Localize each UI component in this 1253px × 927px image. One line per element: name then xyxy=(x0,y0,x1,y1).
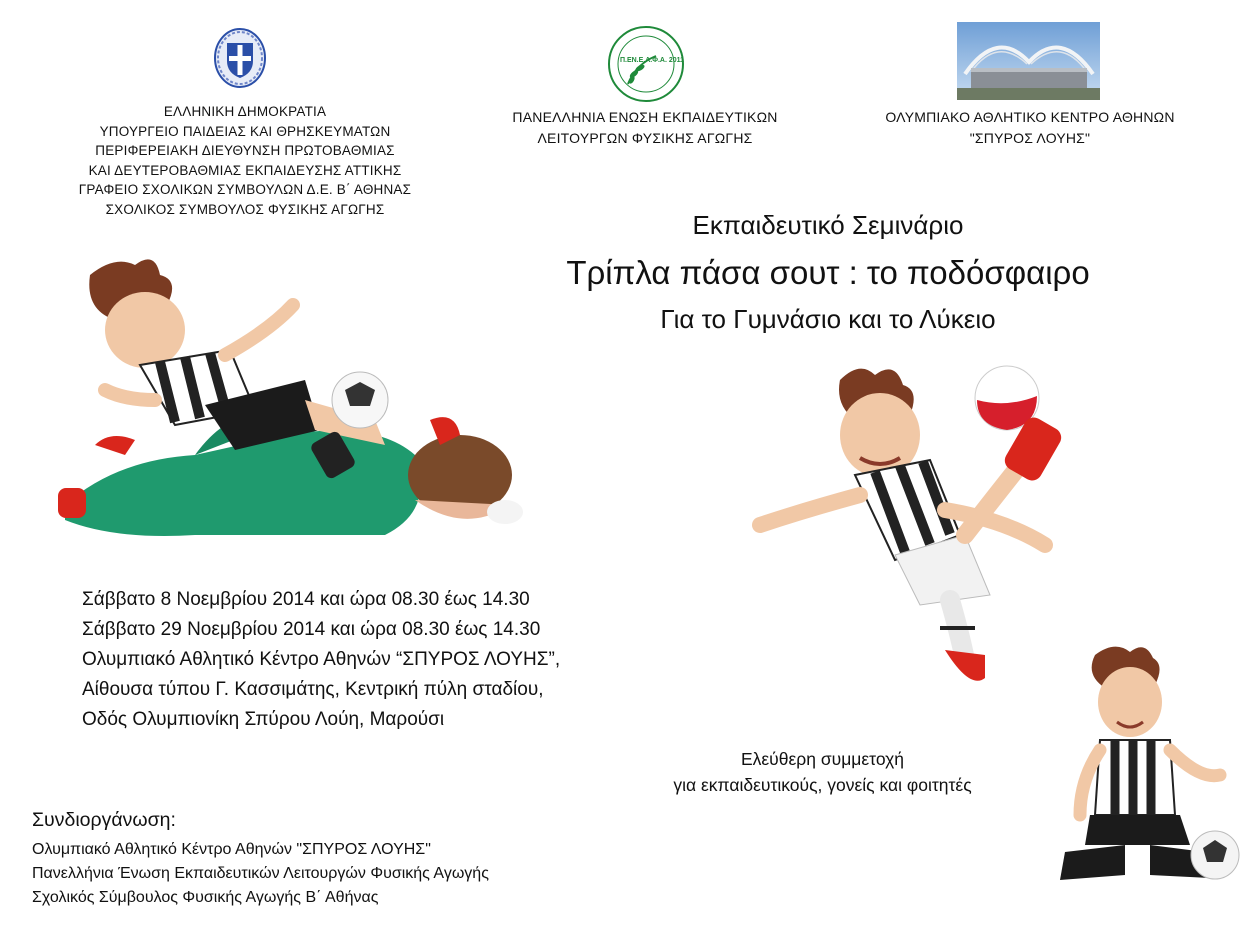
header-left-line: ΚΑΙ ΔΕΥΤΕΡΟΒΑΘΜΙΑΣ ΕΚΠΑΙΔΕΥΣΗΣ ΑΤΤΙΚΗΣ xyxy=(88,162,402,178)
event-details xyxy=(82,585,702,735)
greek-state-emblem-icon xyxy=(213,27,267,89)
organizers-heading: Συνδιοργάνωση: xyxy=(32,809,176,831)
event-address: Οδός Ολυμπιονίκη Σπύρου Λούη, Μαρούσι xyxy=(82,709,445,730)
header-right-line: ΟΛΥΜΠΙΑΚΟ ΑΘΛΗΤΙΚΟ ΚΕΝΤΡΟ ΑΘΗΝΩΝ xyxy=(885,109,1175,125)
header-right-text xyxy=(855,107,1205,149)
tackle-players-illustration xyxy=(55,250,550,555)
header-left-line: ΓΡΑΦΕΙΟ ΣΧΟΛΙΚΩΝ ΣΥΜΒΟΥΛΩΝ Δ.Ε. Β΄ ΑΘΗΝΑΣ xyxy=(78,182,412,197)
seminar-title: Τρίπλα πάσα σουτ : το ποδόσφαιρο xyxy=(566,254,1090,291)
seminar-subtitle: Για το Γυμνάσιο και το Λύκειο xyxy=(660,304,996,334)
event-venue: Ολυμπιακό Αθλητικό Κέντρο Αθηνών “ΣΠΥΡΟΣ ΛΟΥΗΣ”, xyxy=(82,649,561,670)
free-participation-title: Ελεύθερη συμμετοχή xyxy=(740,749,905,769)
oaka-stadium-photo-icon xyxy=(957,22,1100,100)
organizer-line: Σχολικός Σύμβουλος Φυσικής Αγωγής Β΄ Αθήνας xyxy=(32,889,379,906)
header-left-line: ΣΧΟΛΙΚΟΣ ΣΥΜΒΟΥΛΟΣ ΦΥΣΙΚΗΣ ΑΓΩΓΗΣ xyxy=(105,201,385,217)
organizer-line: Πανελλήνια Ένωση Εκπαιδευτικών Λειτουργών Φυσικής Αγωγής xyxy=(32,865,489,882)
header-center-line: ΠΑΝΕΛΛΗΝΙΑ ΕΝΩΣΗ ΕΚΠΑΙΔΕΥΤΙΚΩΝ xyxy=(512,109,778,125)
header-left-text xyxy=(40,102,450,219)
kneeling-player-illustration xyxy=(1045,640,1245,890)
bicycle-kick-player-illustration xyxy=(745,360,1080,690)
penefa-logo-text: Π.ΕΝ.Ε.Α.Φ.Α. 2011 xyxy=(619,57,685,64)
free-participation-audience: για εκπαιδευτικούς, γονείς και φοιτητές xyxy=(673,775,972,795)
header-left-line: ΥΠΟΥΡΓΕΙΟ ΠΑΙΔΕΙΑΣ ΚΑΙ ΘΡΗΣΚΕΥΜΑΤΩΝ xyxy=(99,123,391,139)
header-center-text xyxy=(470,107,820,149)
organizers xyxy=(32,809,652,910)
organizer-line: Ολυμπιακό Αθλητικό Κέντρο Αθηνών "ΣΠΥΡΟΣ ΛΟΥΗΣ" xyxy=(32,841,431,858)
header-right-line: "ΣΠΥΡΟΣ ΛΟΥΗΣ" xyxy=(969,130,1091,146)
event-date-2: Σάββατο 29 Νοεμβρίου 2014 και ώρα 08.30 έως 14.30 xyxy=(82,619,541,640)
header-left-line: ΕΛΛΗΝΙΚΗ ΔΗΜΟΚΡΑΤΙΑ xyxy=(163,104,327,119)
free-participation xyxy=(580,746,1065,798)
header-center-line: ΛΕΙΤΟΥΡΓΩΝ ΦΥΣΙΚΗΣ ΑΓΩΓΗΣ xyxy=(537,130,753,146)
penefa-logo-icon xyxy=(606,24,686,104)
event-date-1: Σάββατο 8 Νοεμβρίου 2014 και ώρα 08.30 έως 14.30 xyxy=(82,589,530,610)
event-room: Αίθουσα τύπου Γ. Κασσιμάτης, Κεντρική πύλη σταδίου, xyxy=(82,679,544,700)
header-left-line: ΠΕΡΙΦΕΡΕΙΑΚΗ ΔΙΕΥΘΥΝΣΗ ΠΡΩΤΟΒΑΘΜΙΑΣ xyxy=(95,143,395,158)
seminar-label: Εκπαιδευτικό Σεμινάριο xyxy=(692,210,964,240)
